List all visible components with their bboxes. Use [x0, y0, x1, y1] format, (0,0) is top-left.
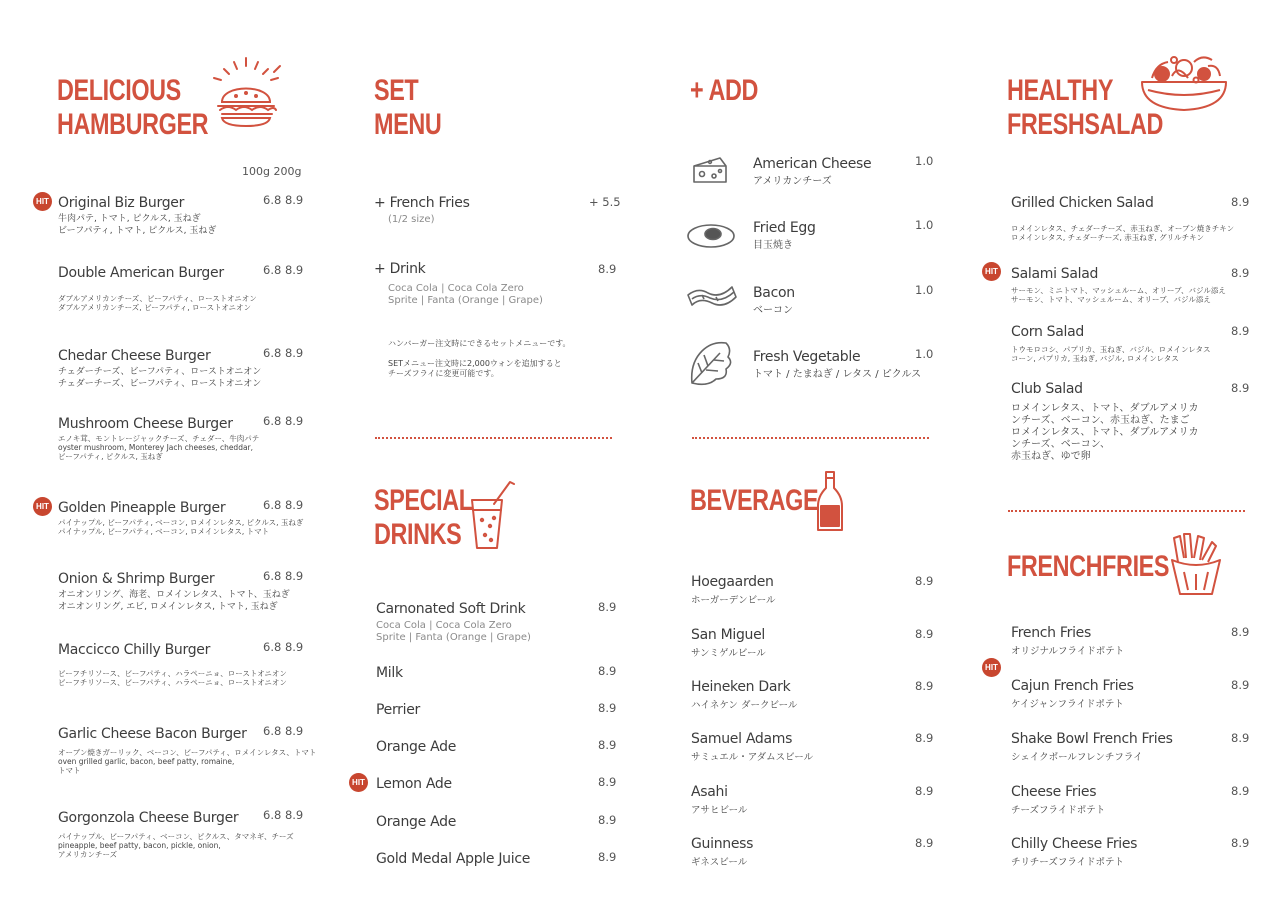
beverage-name: San Miguel: [691, 627, 766, 643]
fries-price: 8.9: [1231, 784, 1250, 798]
add-item-sub: アメリカンチーズ: [753, 176, 832, 187]
fries-name: Cajun French Fries: [1011, 678, 1134, 694]
add-item-name: Fresh Vegetable: [753, 349, 861, 365]
salad-title: HEALTHY FRESHSALAD: [1007, 74, 1164, 141]
beverage-name: Heineken Dark: [691, 679, 791, 695]
fries-price: 8.9: [1231, 836, 1250, 850]
beverage-name: Guinness: [691, 836, 754, 852]
hamburger-title: DELICIOUS HAMBURGER: [57, 74, 209, 141]
fries-name: Shake Bowl French Fries: [1011, 731, 1173, 747]
burger-name: Onion & Shrimp Burger: [58, 571, 215, 587]
hit-badge: HIT: [982, 262, 1001, 281]
beverage-sub: ギネスビール: [691, 857, 748, 868]
drink-price: 8.9: [598, 600, 617, 614]
set-item-desc: (1/2 size): [388, 214, 435, 225]
burger-price: 6.8 8.9: [263, 498, 304, 512]
beverage-title: BEVERAGE: [690, 484, 819, 517]
divider: [1008, 510, 1245, 512]
add-item-price: 1.0: [915, 347, 934, 361]
hit-badge: HIT: [33, 192, 52, 211]
salad-name: Club Salad: [1011, 381, 1083, 397]
add-item-sub: トマト / たまねぎ / レタス / ピクルス: [753, 369, 922, 380]
beverage-price: 8.9: [915, 679, 934, 693]
burger-desc: 牛肉パテ, トマト, ピクルス, 玉ねぎ ビーフパティ, トマト, ピクルス, 玉ねぎ: [58, 214, 217, 236]
beverage-sub: アサヒビール: [691, 805, 748, 816]
salad-desc: ロメインレタス、トマト、ダブルアメリカ ンチーズ、ベーコン、赤玉ねぎ、たまご ロメインレタス、トマト、ダブルアメリカ ンチーズ、ベーコン、 赤玉ねぎ、ゆで卵: [1011, 403, 1199, 462]
cheese-icon: [690, 152, 730, 188]
salad-price: 8.9: [1231, 324, 1250, 338]
burger-price: 6.8 8.9: [263, 263, 304, 277]
salad-bowl-icon: [1138, 52, 1230, 114]
drink-name: Carnonated Soft Drink: [376, 601, 526, 617]
salad-desc: サーモン、ミニトマト、マッシュルーム、オリーブ、バジル添え サーモン、トマト、マッシュルーム、オリーブ、バジル添え: [1011, 286, 1226, 304]
burger-price: 6.8 8.9: [263, 193, 304, 207]
burger-name: Double American Burger: [58, 265, 224, 281]
burger-desc: パイナップル, ビーフパティ, ベーコン, ロメインレタス, ピクルス, 玉ねぎ パイナップル, ビーフパティ, ベーコン, ロメインレタス, トマト: [58, 518, 304, 536]
burger-price: 6.8 8.9: [263, 569, 304, 583]
burger-name: Chedar Cheese Burger: [58, 348, 211, 364]
beverage-sub: ハイネケン ダークビール: [691, 700, 798, 711]
fries-name: Cheese Fries: [1011, 784, 1097, 800]
beverage-sub: サンミゲルビール: [691, 648, 766, 659]
fries-sub: ケイジャンフライドポテト: [1011, 699, 1124, 710]
fries-price: 8.9: [1231, 678, 1250, 692]
add-item-sub: 目玉焼き: [753, 240, 793, 251]
drink-name: Orange Ade: [376, 814, 457, 830]
burger-name: Maccicco Chilly Burger: [58, 642, 211, 658]
add-item-price: 1.0: [915, 283, 934, 297]
drink-price: 8.9: [598, 850, 617, 864]
beverage-price: 8.9: [915, 731, 934, 745]
salad-desc: トウモロコシ、パプリカ、玉ねぎ、バジル、ロメインレタス コーン, パプリカ, 玉ねぎ, バジル, ロメインレタス: [1011, 345, 1211, 363]
salad-price: 8.9: [1231, 381, 1250, 395]
burger-desc: オーブン焼きガーリック、ベーコン、ビーフパティ、ロメインレタス、トマト oven grilled garlic, bacon, beef patty, romaine, トマト: [58, 748, 317, 775]
burger-name: Original Biz Burger: [58, 195, 185, 211]
beverage-price: 8.9: [915, 627, 934, 641]
burger-price: 6.8 8.9: [263, 724, 304, 738]
burger-name: Golden Pineapple Burger: [58, 500, 226, 516]
salad-name: Salami Salad: [1011, 266, 1099, 282]
burger-desc: ビーフチリソース、ビーフパティ、ハラペーニョ、ローストオニオン ビーフチリソース、ビーフパティ、ハラペーニョ、ローストオニオン: [58, 669, 287, 687]
bacon-icon: [686, 281, 738, 315]
french-fries-icon: [1168, 532, 1224, 596]
fries-price: 8.9: [1231, 625, 1250, 639]
hit-badge: HIT: [349, 773, 368, 792]
special-drinks-title: SPECIAL DRINKS: [374, 484, 473, 551]
drink-desc: Coca Cola | Coca Cola Zero Sprite | Fanta (Orange | Grape): [376, 620, 531, 643]
lettuce-icon: [686, 339, 736, 389]
fries-name: French Fries: [1011, 625, 1091, 641]
burger-price: 6.8 8.9: [263, 640, 304, 654]
add-item-name: American Cheese: [753, 156, 872, 172]
burger-desc: チェダーチーズ、ビーフパティ、ローストオニオン チェダーチーズ、ビーフパティ、ローストオニオン: [58, 367, 262, 389]
fries-name: Chilly Cheese Fries: [1011, 836, 1138, 852]
fries-price: 8.9: [1231, 731, 1250, 745]
fries-sub: オリジナルフライドポテト: [1011, 646, 1125, 657]
fries-sub: チーズフライドポテト: [1011, 805, 1106, 816]
burger-desc: パイナップル、ビーフパティ、ベーコン、ピクルス、タマネギ、チーズ pineapple, beef patty, bacon, pickle, onion, アメリカンチーズ: [58, 832, 294, 859]
fried-egg-icon: [686, 222, 738, 250]
add-item-name: Fried Egg: [753, 220, 816, 236]
beverage-name: Samuel Adams: [691, 731, 793, 747]
hit-badge: HIT: [982, 658, 1001, 677]
salad-price: 8.9: [1231, 195, 1250, 209]
add-item-price: 1.0: [915, 154, 934, 168]
drink-name: Milk: [376, 665, 403, 681]
set-item-price: + 5.5: [589, 195, 621, 209]
set-item-name: + Drink: [374, 261, 426, 277]
drink-price: 8.9: [598, 701, 617, 715]
beverage-name: Asahi: [691, 784, 728, 800]
add-item-sub: ベーコン: [753, 305, 793, 316]
add-title: + ADD: [690, 74, 759, 107]
size-header: 100g 200g: [242, 165, 302, 178]
burger-price: 6.8 8.9: [263, 808, 304, 822]
beverage-price: 8.9: [915, 574, 934, 588]
frenchfries-title: FRENCHFRIES: [1007, 550, 1170, 583]
drink-price: 8.9: [598, 775, 617, 789]
set-note: ハンバーガー注文時にできるセットメニューです。: [388, 339, 571, 348]
burger-desc: ダブルアメリカンチーズ、ビーフパティ、ローストオニオン ダブルアメリカンチーズ, ビーフパティ, ローストオニオン: [58, 294, 257, 312]
burger-icon: [208, 54, 288, 130]
bottle-icon: [812, 468, 846, 534]
beverage-sub: サミュエル・アダムスビール: [691, 752, 814, 763]
drink-price: 8.9: [598, 664, 617, 678]
set-item-desc: Coca Cola | Coca Cola Zero Sprite | Fanta (Orange | Grape): [388, 283, 543, 306]
drink-price: 8.9: [598, 738, 617, 752]
add-item-price: 1.0: [915, 218, 934, 232]
beverage-name: Hoegaarden: [691, 574, 774, 590]
drink-glass-icon: [468, 480, 518, 552]
divider: [375, 437, 612, 439]
salad-name: Grilled Chicken Salad: [1011, 195, 1154, 211]
burger-name: Garlic Cheese Bacon Burger: [58, 726, 247, 742]
drink-name: Perrier: [376, 702, 420, 718]
burger-desc: エノキ茸、モントレージャックチーズ、チェダー、牛肉パテ oyster mushroom, Monterey Jach cheeses, cheddar, ビーフパティ, ピクルス, 玉ねぎ: [58, 434, 260, 461]
set-item-name: + French Fries: [374, 195, 470, 211]
burger-price: 6.8 8.9: [263, 346, 304, 360]
add-item-name: Bacon: [753, 285, 795, 301]
drink-price: 8.9: [598, 813, 617, 827]
drink-name: Lemon Ade: [376, 776, 452, 792]
drink-name: Orange Ade: [376, 739, 457, 755]
beverage-price: 8.9: [915, 836, 934, 850]
beverage-price: 8.9: [915, 784, 934, 798]
hit-badge: HIT: [33, 497, 52, 516]
set-item-price: 8.9: [598, 262, 617, 276]
set-menu-title: SET MENU: [374, 74, 442, 141]
salad-name: Corn Salad: [1011, 324, 1084, 340]
divider: [692, 437, 929, 439]
burger-price: 6.8 8.9: [263, 414, 304, 428]
fries-sub: シェイクボールフレンチフライ: [1011, 752, 1143, 763]
salad-price: 8.9: [1231, 266, 1250, 280]
burger-desc: オニオンリング、海老、ロメインレタス、トマト、玉ねぎ オニオンリング, エビ, ロメインレタス, トマト, 玉ねぎ: [58, 590, 290, 612]
fries-sub: チリチーズフライドポテト: [1011, 857, 1125, 868]
drink-name: Gold Medal Apple Juice: [376, 851, 531, 867]
burger-name: Mushroom Cheese Burger: [58, 416, 233, 432]
set-note: SETメニュー注文時に2,000ウォンを追加すると チーズフライに変更可能です。: [388, 359, 562, 378]
beverage-sub: ホーガーデンビール: [691, 595, 776, 606]
salad-desc: ロメインレタス、チェダーチーズ、赤玉ねぎ、オーブン焼きチキン ロメインレタス, チェダーチーズ, 赤玉ねぎ, グリルチキン: [1011, 224, 1235, 242]
burger-name: Gorgonzola Cheese Burger: [58, 810, 239, 826]
